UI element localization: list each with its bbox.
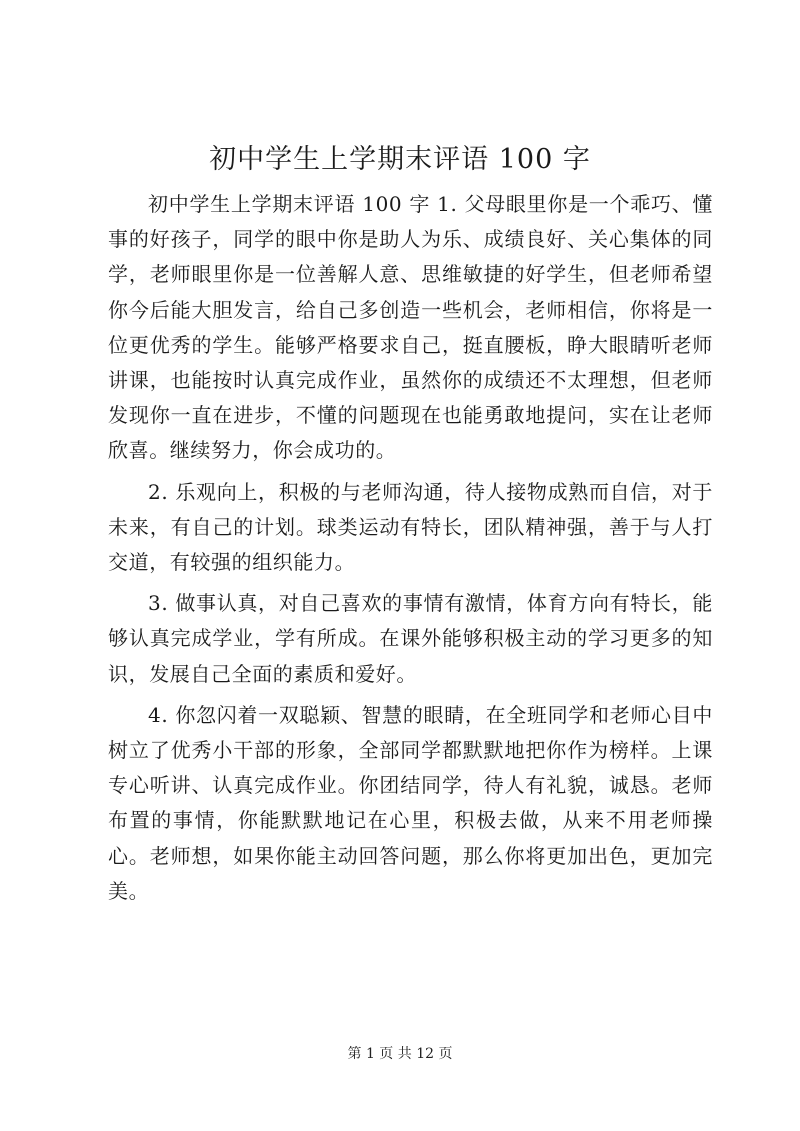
paragraph-2: 2. 乐观向上，积极的与老师沟通，待人接物成熟而自信，对于未来，有自己的计划。球类运动有特长，团队精神强，善于与人打交道，有较强的组织能力。 bbox=[108, 479, 713, 575]
paragraph-3: 3. 做事认真，对自己喜欢的事情有激情，体育方向有特长，能够认真完成学业，学有所成。在课外能够积极主动的学习更多的知识，发展自己全面的素质和爱好。 bbox=[108, 591, 713, 686]
paragraph-1: 初中学生上学期末评语 100 字 1. 父母眼里你是一个乖巧、懂事的好孩子，同学的眼中你是助人为乐、成绩良好、关心集体的同学，老师眼里你是一位善解人意、思维敏捷的好学生，但老师希望你今后能大胆发言，给自己多创造一些机会，老师相信，你将是一位更优秀的学生。能够严格要求自己，挺直腰板，睁大眼睛听老师讲课，也能按时认真完成作业，虽然你的成绩还不太理想，但老师发现你一直在进步，不懂的问题现在也能勇敢地提问，实在让老师欣喜。继续努力，你会成功的。 bbox=[108, 192, 713, 463]
paragraph-4: 4. 你忽闪着一双聪颖、智慧的眼睛，在全班同学和老师心目中树立了优秀小干部的形象，全部同学都默默地把你作为榜样。上课专心听讲、认真完成作业。你团结同学，待人有礼貌，诚恳。老师布置的事情，你能默默地记在心里，积极去做，从来不用老师操心。老师想，如果你能主动回答问题，那么你将更加出色，更加完美。 bbox=[108, 702, 713, 903]
document-title: 初中学生上学期末评语 100 字 bbox=[209, 144, 591, 175]
page-number-footer: 第 1 页 共 12 页 bbox=[347, 1046, 453, 1062]
document-body bbox=[108, 187, 713, 915]
